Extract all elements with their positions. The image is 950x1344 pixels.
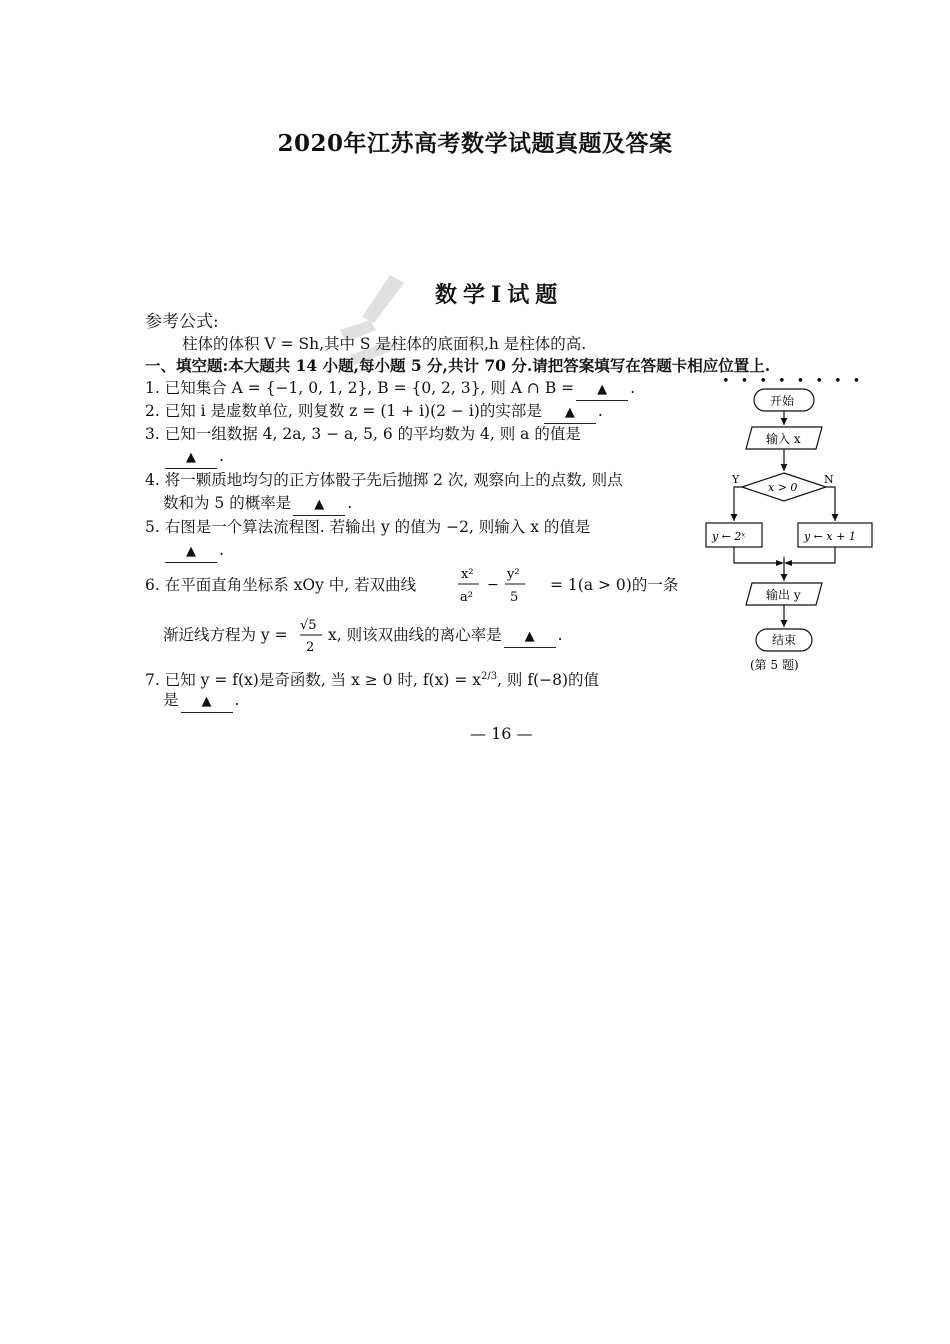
svg-text:√5: √5 <box>300 618 317 633</box>
answer-blank: ▲ <box>576 378 628 401</box>
question-4: 4. 将一颗质地均匀的正方体骰子先后抛掷 2 次, 观察向上的点数, 则点 <box>145 471 623 489</box>
flow-end-label: 结束 <box>772 633 797 647</box>
section-header: 一、填空题:本大题共 14 小题,每小题 5 分,共计 70 分.请把答案填写在答题卡相应位置上. <box>145 356 771 375</box>
svg-text:a²: a² <box>460 590 473 605</box>
emphasis-dots: •••••••• <box>722 374 872 389</box>
flowchart-diagram <box>700 385 880 680</box>
svg-text:5: 5 <box>510 590 519 605</box>
document-title: 2020年江苏高考数学试题真题及答案 <box>277 130 673 157</box>
question-5-blank: ▲ . <box>163 540 224 563</box>
flow-start-label: 开始 <box>770 394 795 408</box>
svg-text:−: − <box>487 577 499 593</box>
flow-output-label: 输出 y <box>766 588 801 602</box>
answer-blank: ▲ <box>293 493 345 516</box>
question-6-cont-tail: x, 则该双曲线的离心率是 ▲ . <box>328 625 563 648</box>
flow-caption: (第 5 题) <box>750 658 799 672</box>
svg-text:2: 2 <box>306 640 315 655</box>
question-2: 2. 已知 i 是虚数单位, 则复数 z = (1 + i)(2 − i)的实部是 ▲ . <box>145 401 603 424</box>
asymptote-fraction <box>298 612 328 658</box>
answer-blank: ▲ <box>165 446 217 469</box>
flow-input-label: 输入 x <box>766 432 801 446</box>
flow-no-label: N <box>824 473 834 486</box>
svg-text:x²: x² <box>461 567 474 582</box>
question-6: 6. 在平面直角坐标系 xOy 中, 若双曲线 <box>145 576 417 594</box>
question-7-cont: 是 ▲ . <box>163 690 239 713</box>
flow-right-label: y ← x + 1 <box>804 530 856 543</box>
exam-title: 数学Ⅰ试题 <box>435 282 564 308</box>
question-3: 3. 已知一组数据 4, 2a, 3 − a, 5, 6 的平均数为 4, 则 a 的值是 <box>145 425 581 443</box>
formula-text: 柱体的体积 V = Sh,其中 S 是柱体的底面积,h 是柱体的高. <box>182 335 587 353</box>
answer-blank: ▲ <box>544 401 596 424</box>
hyperbola-fraction <box>455 562 545 608</box>
question-4-cont: 数和为 5 的概率是 ▲ . <box>163 493 352 516</box>
answer-blank: ▲ <box>504 625 556 648</box>
answer-blank: ▲ <box>181 690 233 713</box>
question-5: 5. 右图是一个算法流程图. 若输出 y 的值为 −2, 则输入 x 的值是 <box>145 518 591 536</box>
formula-heading: 参考公式: <box>145 312 219 332</box>
question-7: 7. 已知 y = f(x)是奇函数, 当 x ≥ 0 时, $f(x) = x^{2/3}$, 则 f(−8)的值 <box>145 671 600 690</box>
flow-yes-label: Y <box>732 473 740 486</box>
page-number: — 16 — <box>470 724 533 743</box>
question-3-blank: ▲ . <box>163 446 224 469</box>
question-1: 1. 已知集合 A = {−1, 0, 1, 2}, B = {0, 2, 3}, 则 A ∩ B = ▲ . <box>145 378 635 401</box>
answer-blank: ▲ <box>165 540 217 563</box>
flow-cond-label: x > 0 <box>768 481 798 494</box>
question-6-cont: 渐近线方程为 y = <box>163 626 288 644</box>
flow-left-label: y ← 2ˣ <box>712 530 746 543</box>
svg-text:y²: y² <box>507 567 520 582</box>
question-6-tail: = 1(a > 0)的一条 <box>550 576 679 594</box>
